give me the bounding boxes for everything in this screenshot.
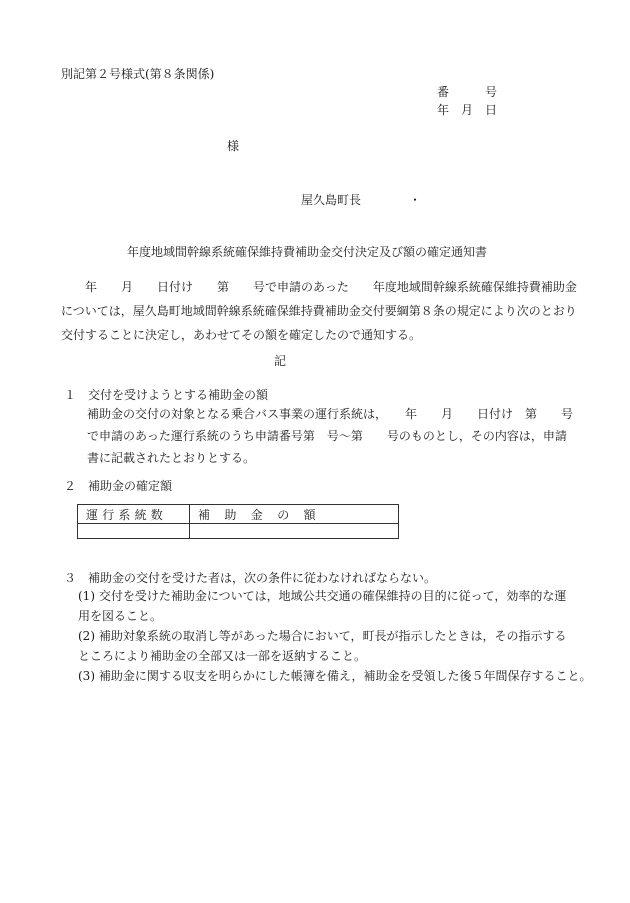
amount-table (77, 504, 399, 539)
addressee: 様 (227, 139, 240, 153)
condition-1: (1) 交付を受けた補助金については，地域公共交通の確保維持の目的に従って，効率的な運用を図ること。 (78, 589, 567, 623)
item1-heading: １ 交付を受けようとする補助金の額 (64, 388, 269, 402)
item3-heading: ３ 補助金の交付を受けた者は，次の条件に従わなければならない。 (64, 571, 437, 585)
number-line: 番 号 (437, 85, 498, 99)
table-row (78, 524, 399, 539)
ki-mark: 記 (274, 354, 287, 368)
table-cell-routes (78, 524, 190, 539)
condition-3: (3) 補助金に関する収支を明らかにした帳簿を備え，補助金を受領した後５年間保存すること。 (78, 669, 592, 683)
date-line: 年 月 日 (437, 103, 498, 117)
body-paragraph: 年 月 日付け 第 号で申請のあった 年度地域間幹線系統確保維持費補助金については，屋久島町地域間幹線系統確保維持費補助金交付要綱第８条の規定により次のとおり交付することに決定し，あわせてその額を確定したので通知する。 (61, 280, 577, 342)
item2-heading: ２ 補助金の確定額 (64, 479, 173, 493)
item1-text: 補助金の交付の対象となる乗合バス事業の運行系統は， 年 月 日付け 第 号で申請のあった運行系統のうち申請番号第 号～第 号のものとし，その内容は，申請書に記載されたとおりとする。 (87, 407, 574, 465)
sender: 屋久島町長 ・ (301, 193, 422, 207)
form-id: 別記第２号様式(第８条関係) (61, 67, 215, 81)
table-header-amount: 補助金の額 (190, 505, 399, 524)
table-header-row (78, 505, 399, 524)
table-header-routes: 運行系統数 (78, 505, 190, 524)
document-title: 年度地域間幹線系統確保維持費補助金交付決定及び額の確定通知書 (127, 245, 488, 259)
condition-2: (2) 補助対象系統の取消し等があった場合において，町長が指示したときは，その指示するところにより補助金の全部又は一部を返納すること。 (78, 629, 567, 663)
table-cell-amount (190, 524, 399, 539)
